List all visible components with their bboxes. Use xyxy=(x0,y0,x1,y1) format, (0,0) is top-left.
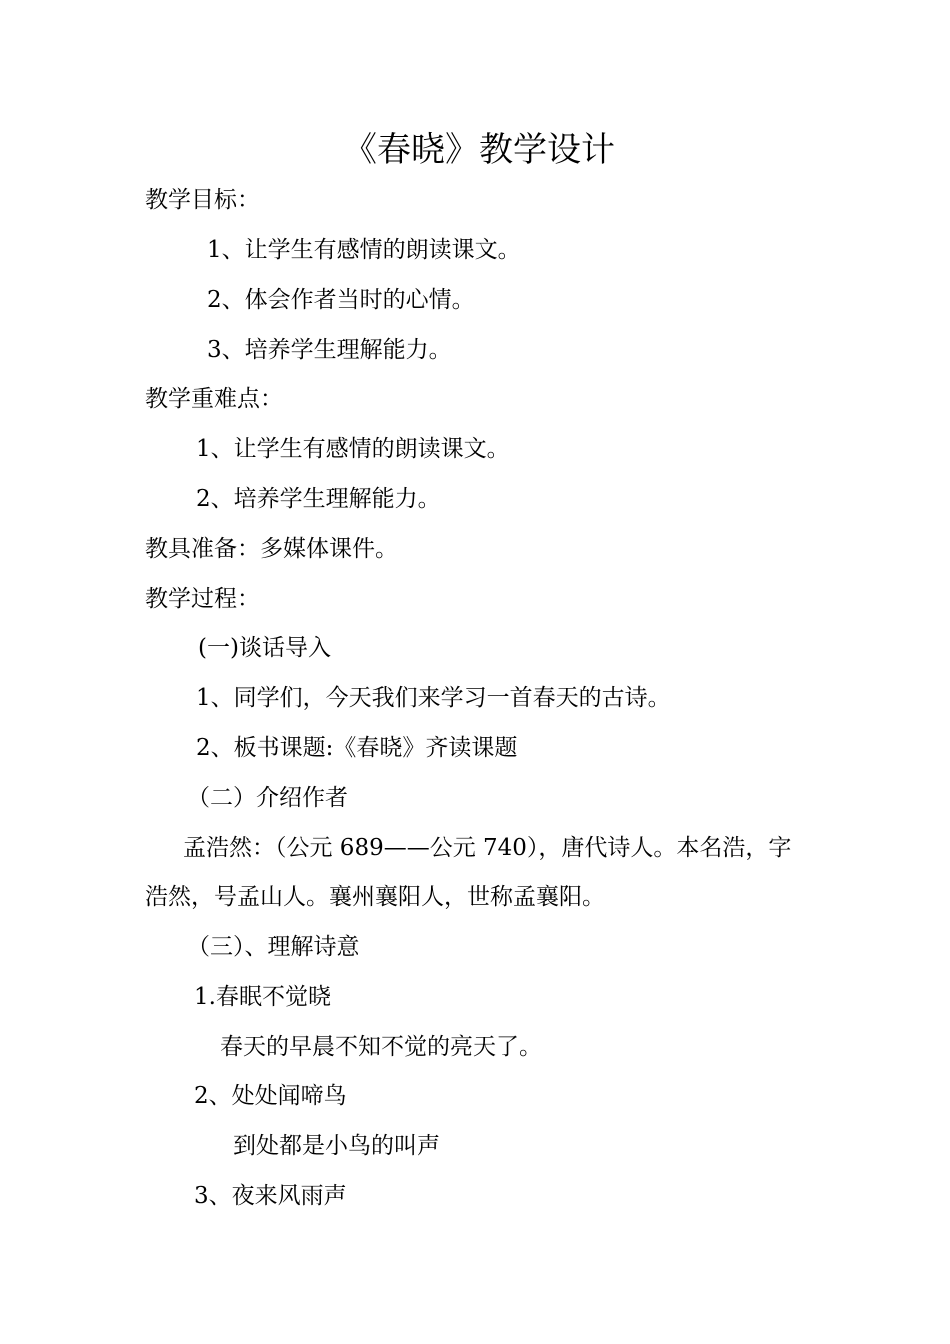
section-heading-objectives: 教学目标： xyxy=(145,187,260,213)
process-step-heading: (一)谈话导入 xyxy=(198,635,331,661)
objective-item: 2、体会作者当时的心情。 xyxy=(207,287,475,313)
poem-line: 2、处处闻啼鸟 xyxy=(194,1083,347,1109)
poem-line-explanation: 到处都是小鸟的叫声 xyxy=(233,1133,440,1159)
section-heading-process: 教学过程： xyxy=(145,586,260,612)
poem-line: 1.春眠不觉晓 xyxy=(194,984,331,1010)
document-title: 《春晓》教学设计 xyxy=(343,130,615,170)
author-intro-paragraph: 孟浩然：（公元 689——公元 740），唐代诗人。本名浩，字 xyxy=(183,835,792,861)
process-step-heading: （三）、理解诗意 xyxy=(187,934,360,960)
poem-line-explanation: 春天的早晨不知不觉的亮天了。 xyxy=(220,1034,542,1060)
process-step-item: 1、同学们，今天我们来学习一首春天的古诗。 xyxy=(196,685,671,711)
key-point-item: 1、让学生有感情的朗读课文。 xyxy=(196,436,510,462)
process-step-item: 2、板书课题:《春晓》齐读课题 xyxy=(196,735,518,761)
objective-item: 3、培养学生理解能力。 xyxy=(207,337,452,363)
section-heading-key-points: 教学重难点： xyxy=(145,386,283,412)
key-point-item: 2、培养学生理解能力。 xyxy=(196,486,441,512)
process-step-heading: （二）介绍作者 xyxy=(187,785,348,811)
poem-line: 3、夜来风雨声 xyxy=(194,1183,347,1209)
section-heading-materials: 教具准备：多媒体课件。 xyxy=(145,536,398,562)
author-intro-paragraph-continued: 浩然，号孟山人。襄州襄阳人，世称孟襄阳。 xyxy=(145,884,605,910)
objective-item: 1、让学生有感情的朗读课文。 xyxy=(207,237,521,263)
